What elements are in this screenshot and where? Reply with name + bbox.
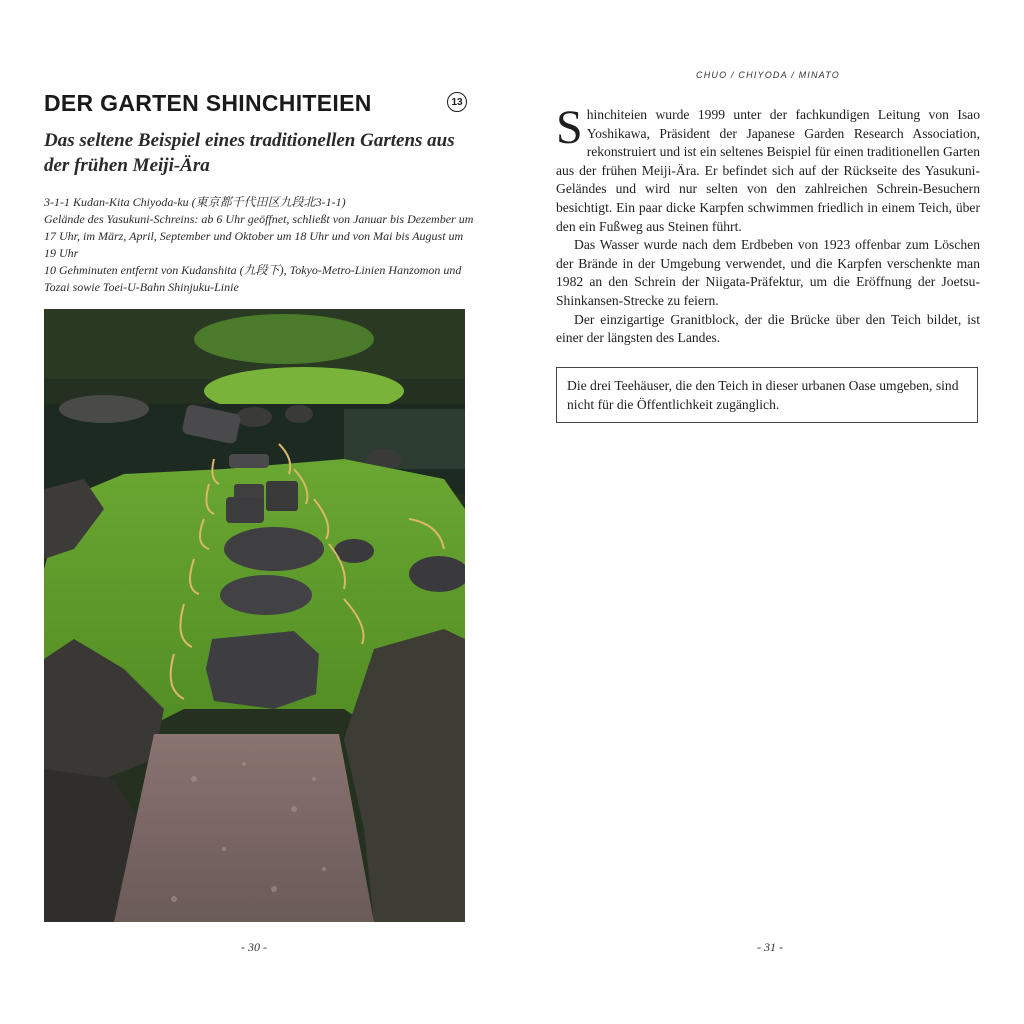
right-page	[512, 0, 1024, 1024]
opening-hours: Gelände des Yasukuni-Schreins: ab 6 Uhr geöffnet, schließt von Januar bis Dezember um 17 Uhr, im März, April, September und Oktober um 18 Uhr und von Mai bis August um 19 Uhr	[44, 212, 474, 260]
page-number-left: - 30 -	[241, 940, 267, 954]
paragraph-2: Das Wasser wurde nach dem Erdbeben von 1923 offenbar zum Löschen der Brände in der Umgebung verwendet, und die Karpfen verschenkte man 1982 an den Schrein der Niigata-Präfektur, um die Eröffnung der Joetsu-Shinkansen-Strecke zu feiern.	[556, 237, 980, 308]
drop-cap: S	[556, 101, 583, 154]
page-title: DER GARTEN SHINCHITEIEN	[44, 90, 372, 116]
access-info: 10 Gehminuten entfernt von Kudanshita (九段下), Tokyo-Metro-Linien Hanzomon und Tozai sowie Toei-U-Bahn Shinjuku-Linie	[44, 263, 462, 294]
article-body	[556, 101, 980, 348]
paragraph-3: Der einzigartige Granitblock, der die Brücke über den Teich bildet, ist einer der längsten des Landes.	[556, 311, 980, 346]
garden-path-photo	[44, 309, 465, 922]
page-subtitle: Das seltene Beispiel eines traditionellen Gartens aus der frühen Meiji-Ära	[44, 130, 455, 176]
entry-number-badge: 13	[447, 92, 467, 112]
paragraph-1: Shinchiteien wurde 1999 unter der fachkundigen Leitung von Isao Yoshikawa, Präsident der Japanese Garden Research Association, rekonstruiert und ist ein seltenes Beispiel für einen traditionellen Garten aus der frühen Meiji-Ära. Er befindet sich auf der Rückseite des Yasukuni-Geländes und wird nur selten von den zahlreichen Schrein-Besuchern besichtigt. Ein paar dicke Karpfen schwimmen friedlich in einem Teich, über den ein Fußweg aus Steinen führt.	[556, 101, 980, 234]
running-head: CHUO / CHIYODA / MINATO	[696, 70, 840, 80]
practical-info	[44, 194, 474, 296]
note-box: Die drei Teehäuser, die den Teich in dieser urbanen Oase umgeben, sind nicht für die Öffentlichkeit zugänglich.	[556, 367, 978, 423]
address-line: 3-1-1 Kudan-Kita Chiyoda-ku (東京都千代田区九段北3-1-1)	[44, 195, 346, 209]
page-number-right: - 31 -	[757, 940, 783, 954]
